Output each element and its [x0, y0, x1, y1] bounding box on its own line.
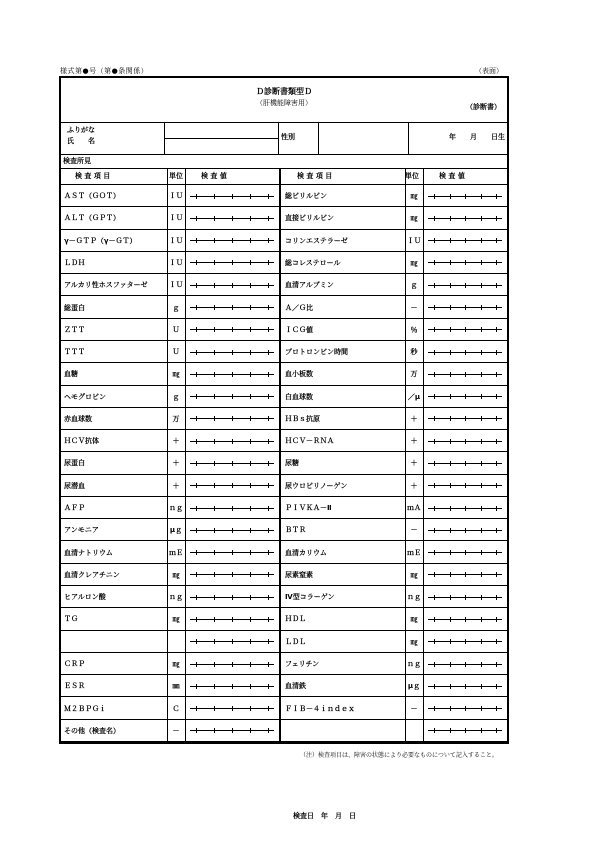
value-entry-field[interactable] [424, 608, 506, 629]
value-entry-field[interactable] [424, 497, 506, 518]
full-name-label: 氏 名 [67, 137, 95, 145]
table-row [61, 697, 507, 719]
value-entry-field[interactable] [186, 207, 278, 228]
value-entry-field[interactable] [424, 519, 506, 540]
value-entry-field[interactable] [424, 341, 506, 362]
item-header-left: 検 査 項 目 [75, 172, 111, 180]
test-name-left: ＣＲＰ [64, 660, 85, 668]
value-entry-field[interactable] [424, 296, 506, 317]
name-field[interactable] [165, 122, 279, 154]
test-name-right: ＰＩＶＫＡ－Ⅱ [285, 504, 332, 513]
unit-right: ／μ [407, 392, 421, 401]
test-name-left: ヒアルロン酸 [64, 593, 106, 602]
value-entry-field[interactable] [186, 497, 278, 518]
value-entry-field[interactable] [424, 230, 506, 251]
test-name-right: ＨＤＬ [285, 615, 306, 624]
value-entry-field[interactable] [186, 230, 278, 251]
unit-right: ｇ [410, 281, 418, 290]
table-row [61, 452, 507, 474]
test-name-right: 総ビリルビン [285, 192, 327, 201]
test-name-right: 血清カリウム [285, 548, 327, 557]
unit-right: ＋ [410, 481, 418, 490]
test-name-right: ＨＢｓ抗原 [285, 414, 320, 423]
test-name-right: 血小板数 [285, 370, 313, 379]
test-name-right: ＬＤＬ [285, 637, 306, 646]
test-name-right: コリンエステラーゼ [285, 236, 348, 245]
value-entry-field[interactable] [186, 720, 278, 741]
table-row [61, 386, 507, 408]
test-name-right: 直接ビリルビン [285, 214, 334, 223]
test-name-right: ＦＩＢ－４ｉｎｄｅｘ [285, 704, 355, 713]
value-entry-field[interactable] [186, 274, 278, 295]
unit-left: ｇ [172, 392, 180, 401]
value-entry-field[interactable] [186, 252, 278, 273]
value-entry-field[interactable] [186, 541, 278, 562]
value-entry-field[interactable] [424, 408, 506, 429]
unit-right: ㎎ [410, 214, 418, 223]
unit-left: ㎎ [172, 370, 180, 379]
test-name-left: ＺＴＴ [64, 325, 85, 334]
value-entry-field[interactable] [186, 363, 278, 384]
value-entry-field[interactable] [186, 475, 278, 496]
unit-left: ＩＵ [169, 281, 183, 290]
unit-right: ＋ [410, 414, 418, 423]
unit-right: ｎｇ [407, 660, 421, 668]
patient-info-row [61, 122, 507, 155]
test-name-left: 血清ナトリウム [64, 548, 113, 557]
value-entry-field[interactable] [186, 452, 278, 473]
value-entry-field[interactable] [424, 386, 506, 407]
table-row [61, 274, 507, 296]
test-name-right: 尿ウロビリノーゲン [285, 481, 348, 490]
unit-right: ｍＡ [407, 504, 421, 513]
value-entry-field[interactable] [186, 408, 278, 429]
unit-left: ＩＵ [169, 236, 183, 245]
test-name-right: プロトロンビン時間 [285, 348, 348, 357]
test-name-left: 血清クレアチニン [64, 570, 120, 579]
value-entry-field[interactable] [424, 720, 506, 741]
table-row [61, 675, 507, 697]
unit-right: μｇ [407, 682, 421, 691]
unit-right: ㎎ [410, 637, 418, 646]
test-name-left: ＡＬＴ（ＧＰＴ） [64, 214, 120, 223]
value-entry-field[interactable] [424, 363, 506, 384]
value-entry-field[interactable] [424, 586, 506, 607]
unit-left: － [172, 726, 180, 735]
test-name-right: ＢＴＲ [285, 526, 306, 535]
unit-left: ｍＥ [169, 548, 183, 557]
unit-left: Ｕ [172, 348, 180, 357]
page-side-label: （表面） [475, 67, 503, 75]
unit-right: ＋ [410, 459, 418, 468]
table-row [61, 341, 507, 363]
test-name-left: その他（検査名） [64, 726, 120, 735]
table-row [61, 586, 507, 608]
test-name-left: アルカリ性ホスファターゼ [64, 281, 148, 290]
unit-left: μｇ [169, 526, 183, 535]
form-number-note: 様式第●号（第●条関係） [60, 67, 149, 75]
table-row [61, 296, 507, 318]
form-title: Ｄ診断書類型Ｄ [256, 87, 312, 96]
table-row [61, 185, 507, 207]
name-label [61, 122, 165, 154]
unit-left: Ｃ [172, 704, 180, 713]
value-entry-field[interactable] [186, 185, 278, 206]
unit-right: 秒 [410, 348, 418, 357]
table-row [61, 608, 507, 630]
table-row [61, 720, 507, 742]
test-name-left: ＥＳＲ [64, 682, 85, 691]
value-entry-field[interactable] [186, 697, 278, 718]
sex-label: 性別 [279, 122, 319, 154]
unit-right: ＋ [410, 437, 418, 446]
table-row [61, 230, 507, 252]
test-name-left: 血糖 [64, 370, 78, 379]
unit-right: ｍＥ [407, 548, 421, 557]
test-name-left: ＴＧ [64, 615, 78, 624]
test-name-right: 白血球数 [285, 392, 313, 401]
table-row [61, 497, 507, 519]
unit-left: ｎｇ [169, 593, 183, 602]
test-name-left: ＴＴＴ [64, 348, 85, 357]
value-entry-field[interactable] [424, 697, 506, 718]
test-name-left: 赤血球数 [64, 414, 92, 423]
unit-right: ㎎ [410, 570, 418, 579]
unit-right: ㎎ [410, 258, 418, 267]
value-entry-field[interactable] [424, 653, 506, 674]
test-name-left: 尿潜血 [64, 481, 85, 490]
table-row [61, 430, 507, 452]
test-name-left: ＬＤＨ [64, 258, 85, 267]
value-entry-field[interactable] [186, 653, 278, 674]
test-name-left: 尿蛋白 [64, 459, 85, 468]
table-row [61, 653, 507, 675]
value-entry-field[interactable] [424, 675, 506, 696]
value-entry-field[interactable] [186, 675, 278, 696]
value-entry-field[interactable] [186, 296, 278, 317]
unit-right: － [410, 526, 418, 535]
test-name-left: アンモニア [64, 526, 99, 535]
unit-left: ㎎ [172, 570, 180, 579]
value-entry-field[interactable] [424, 631, 506, 652]
table-row [61, 207, 507, 229]
test-name-right: 血清鉄 [285, 682, 306, 691]
unit-left: ｇ [172, 303, 180, 312]
value-entry-field[interactable] [424, 319, 506, 340]
value-entry-field[interactable] [424, 564, 506, 585]
value-entry-field[interactable] [186, 608, 278, 629]
unit-right: － [410, 303, 418, 312]
unit-left: ㎎ [172, 615, 180, 624]
table-row [61, 408, 507, 430]
unit-header-left: 単位 [169, 172, 183, 180]
table-row [61, 475, 507, 497]
test-name-right: ＩＣＧ値 [285, 325, 313, 334]
value-entry-field[interactable] [186, 631, 278, 652]
value-entry-field[interactable] [424, 541, 506, 562]
test-name-left: γ－ＧＴＰ（γ－ＧＴ） [64, 236, 137, 245]
unit-left: ＩＵ [169, 258, 183, 267]
test-name-right: 総コレステロール [285, 258, 341, 267]
unit-left: ㎜ [172, 682, 180, 691]
sex-field[interactable] [319, 122, 409, 154]
unit-header-right: 単位 [405, 172, 419, 180]
test-name-left: 総蛋白 [64, 303, 85, 312]
exam-date-note: 検査日 年 月 日 [293, 812, 356, 820]
test-name-right: 血清アルブミン [285, 281, 334, 290]
value-entry-field[interactable] [186, 319, 278, 340]
test-name-left: ＡＦＰ [64, 504, 85, 513]
value-entry-field[interactable] [424, 475, 506, 496]
unit-left: ㎎ [172, 660, 180, 668]
birth-date-field[interactable]: 年 月 日生 [449, 133, 505, 141]
unit-left: 万 [172, 414, 180, 423]
unit-left: ｎｇ [169, 504, 183, 513]
unit-left: ＩＵ [169, 214, 183, 223]
value-entry-field[interactable] [424, 274, 506, 295]
value-entry-field[interactable] [424, 185, 506, 206]
form-type-label: （診断書） [466, 103, 501, 111]
value-entry-field[interactable] [186, 519, 278, 540]
test-name-right: Ⅳ型コラーゲン [285, 593, 335, 602]
value-entry-field[interactable] [424, 252, 506, 273]
unit-left: ＋ [172, 481, 180, 490]
test-name-right: 尿糖 [285, 459, 299, 468]
unit-right: ｎｇ [407, 593, 421, 602]
test-name-right: Ａ／Ｇ比 [285, 303, 313, 312]
column-header-row [61, 169, 507, 185]
furigana-label: ふりがな [67, 126, 95, 134]
value-header-right: 検 査 値 [439, 172, 465, 180]
table-row [61, 519, 507, 541]
footnote: （注）検査項目は、障害の状態により必要なものについて記入すること。 [300, 752, 498, 759]
table-row [61, 319, 507, 341]
unit-right: － [410, 704, 418, 713]
section-label: 検査所見 [63, 157, 91, 165]
table-row [61, 541, 507, 563]
test-name-left: ＡＳＴ（ＧＯＴ） [64, 192, 120, 201]
table-row [61, 564, 507, 586]
value-entry-field[interactable] [424, 207, 506, 228]
form-subtitle: （肝機能障害用） [256, 99, 312, 107]
test-name-left: Ｍ２ＢＰＧｉ [64, 704, 106, 713]
unit-left: ＩＵ [169, 192, 183, 201]
test-name-right: フェリチン [285, 660, 320, 668]
value-entry-field[interactable] [424, 430, 506, 451]
unit-right: ㎎ [410, 192, 418, 201]
item-header-right: 検 査 項 目 [297, 172, 333, 180]
unit-left: ＋ [172, 459, 180, 468]
value-entry-field[interactable] [186, 341, 278, 362]
table-row [61, 363, 507, 385]
value-entry-field[interactable] [186, 430, 278, 451]
value-entry-field[interactable] [186, 564, 278, 585]
unit-left: Ｕ [172, 325, 180, 334]
unit-right: 万 [410, 370, 418, 379]
test-name-left: ヘモグロビン [64, 392, 106, 401]
unit-right: ％ [410, 325, 418, 334]
unit-right: ㎎ [410, 615, 418, 624]
test-name-left: ＨＣＶ抗体 [64, 437, 99, 446]
table-row [61, 252, 507, 274]
value-entry-field[interactable] [186, 386, 278, 407]
title-block [61, 78, 507, 123]
test-name-right: 尿素窒素 [285, 570, 313, 579]
test-name-right: ＨＣＶ－ＲＮＡ [285, 437, 334, 446]
table-row [61, 631, 507, 653]
value-header-left: 検 査 値 [201, 172, 227, 180]
value-entry-field[interactable] [424, 452, 506, 473]
unit-right: ＩＵ [407, 236, 421, 245]
value-entry-field[interactable] [186, 586, 278, 607]
unit-left: ＋ [172, 437, 180, 446]
